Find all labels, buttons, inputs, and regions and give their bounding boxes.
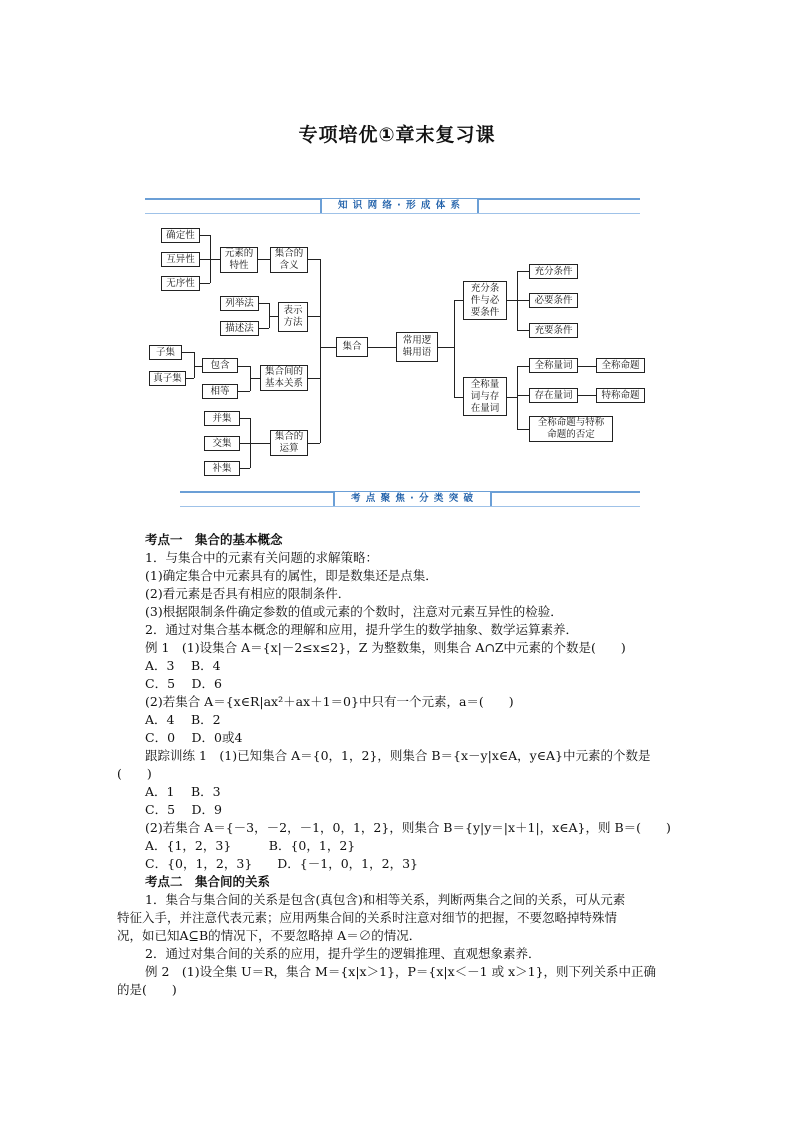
connector xyxy=(517,429,529,430)
node-wuxuxing: 无序性 xyxy=(161,276,200,291)
connector xyxy=(454,300,455,397)
text-line: 2．通过对集合间的关系的应用，提升学生的逻辑推理、直观想象素养． xyxy=(145,946,541,961)
option-line: C．{0，1，2，3} D．{－1，0，1，2，3} xyxy=(145,856,418,871)
node-chongyao: 充要条件 xyxy=(529,323,578,338)
connector xyxy=(517,271,529,272)
banner-top: 知 识 网 络 · 形 成 体 系 xyxy=(320,199,479,213)
node-quancheng-mingti: 全称命题 xyxy=(596,358,645,373)
node-cunzai-liangci: 存在量词 xyxy=(529,388,578,403)
node-chongfen: 充分条件 xyxy=(529,264,578,279)
connector xyxy=(517,366,518,429)
connector xyxy=(517,300,529,301)
option-line: A．{1，2，3} B．{0，1，2} xyxy=(145,838,356,853)
text-line: (2)若集合 A＝{－3，－2，－1，0，1，2}，则集合 B＝{y|y＝|x＋1|，x∈A}，则 B＝( ) xyxy=(145,820,671,835)
connector xyxy=(210,235,211,283)
node-quedingxing: 确定性 xyxy=(161,228,200,243)
node-jihe-yunsuan: 集合的 运算 xyxy=(270,430,308,456)
text-line: 的是( ) xyxy=(117,982,177,997)
connector xyxy=(200,235,210,236)
node-baohan: 包含 xyxy=(202,358,238,373)
option-line: A．4 B．2 xyxy=(145,712,221,727)
connector xyxy=(368,347,396,348)
connector xyxy=(454,300,463,301)
node-huyixing: 互异性 xyxy=(161,252,200,267)
node-biaoshi-fangfa: 表示 方法 xyxy=(278,302,308,332)
connector xyxy=(240,443,270,444)
exercise-1: 跟踪训练 1 (1)已知集合 A＝{0，1，2}，则集合 B＝{x－y|x∈A，y∈A}中元素的个数是 xyxy=(145,748,651,763)
connector xyxy=(308,259,320,260)
node-yuansu-texing: 元素的 特性 xyxy=(220,247,258,273)
section-heading-1: 考点一 集合的基本概念 xyxy=(145,532,283,547)
connector xyxy=(438,347,454,348)
connector xyxy=(517,330,529,331)
text-line: 2．通过对集合基本概念的理解和应用，提升学生的数学抽象、数学运算素养． xyxy=(145,622,578,637)
section-heading-2: 考点二 集合间的关系 xyxy=(145,874,271,889)
connector xyxy=(517,366,529,367)
connector xyxy=(186,378,194,379)
connector xyxy=(308,316,320,317)
text-line: (1)确定集合中元素具有的属性，即是数集还是点集． xyxy=(145,568,438,583)
text-line: 特征入手，并注意代表元素；应用两集合间的关系时注意对细节的把握，不要忽略掉特殊情 xyxy=(117,910,618,925)
text-line: 况，如已知A⊆B的情况下，不要忽略掉 A＝∅的情况． xyxy=(117,928,422,943)
connector xyxy=(238,366,250,367)
node-fouding: 全称命题与特称 命题的否定 xyxy=(529,416,613,442)
connector xyxy=(507,397,517,398)
example-1: 例 1 (1)设集合 A＝{x|－2≤x≤2}，Z 为整数集，则集合 A∩Z中元素的个数是( ) xyxy=(145,640,626,655)
node-jijian-guanxi: 集合间的 基本关系 xyxy=(260,365,308,391)
option-line: C．5 D．9 xyxy=(145,802,222,817)
node-miaoshufa: 描述法 xyxy=(220,321,259,336)
text-line: 1．集合与集合间的关系是包含(真包含)和相等关系，判断两集合之间的关系，可从元素 xyxy=(145,892,626,907)
connector xyxy=(308,443,320,444)
node-techeng-mingti: 特称命题 xyxy=(596,388,645,403)
node-quancheng-liangci: 全称量词 xyxy=(529,358,578,373)
node-zhenziji: 真子集 xyxy=(149,371,186,386)
connector xyxy=(238,391,250,392)
connector xyxy=(320,259,321,443)
node-quancheng-cunzai: 全称量 词与存 在量词 xyxy=(463,377,507,416)
text-line: ( ) xyxy=(117,766,152,781)
page-title: 专项培优①章末复习课 xyxy=(298,124,496,146)
banner-bottom-rule-thin xyxy=(180,506,640,507)
node-root: 集合 xyxy=(336,337,368,357)
connector xyxy=(200,283,210,284)
connector xyxy=(194,366,202,367)
connector xyxy=(258,259,270,260)
connector xyxy=(578,366,596,367)
connector xyxy=(259,328,269,329)
connector xyxy=(507,300,517,301)
node-jihe-hanyi: 集合的 含义 xyxy=(270,247,308,273)
connector xyxy=(308,378,320,379)
node-jiaoji: 交集 xyxy=(204,436,240,451)
connector xyxy=(259,303,269,304)
banner-bottom: 考 点 聚 焦 · 分 类 突 破 xyxy=(333,492,492,506)
connector xyxy=(320,347,336,348)
node-ziji: 子集 xyxy=(149,345,182,360)
connector xyxy=(578,395,596,396)
text-line: (3)根据限制条件确定参数的值或元素的个数时，注意对元素互异性的检验． xyxy=(145,604,563,619)
example-2: 例 2 (1)设全集 U＝R，集合 M＝{x|x＞1}，P＝{x|x＜－1 或 x＞1}，则下列关系中正确 xyxy=(145,964,657,979)
option-line: A．1 B．3 xyxy=(145,784,221,799)
option-line: C．0 D．0或4 xyxy=(145,730,243,745)
connector xyxy=(250,378,260,379)
text-line: (2)若集合 A＝{x∈R|ax²＋ax＋1＝0}中只有一个元素，a＝( ) xyxy=(145,694,514,709)
connector xyxy=(269,316,278,317)
connector xyxy=(182,352,194,353)
connector xyxy=(454,397,463,398)
node-liejufa: 列举法 xyxy=(220,296,259,311)
connector xyxy=(250,418,251,468)
node-biyao: 必要条件 xyxy=(529,293,578,308)
banner-top-rule-thin xyxy=(145,213,640,214)
node-chongfen-biyao: 充分条 件与必 要条件 xyxy=(463,281,507,320)
text-line: (2)看元素是否具有相应的限制条件． xyxy=(145,586,351,601)
connector xyxy=(194,352,195,378)
text-line: 1．与集合中的元素有关问题的求解策略： xyxy=(145,550,378,565)
node-changyong: 常用逻 辑用语 xyxy=(396,332,438,362)
option-line: C．5 D．6 xyxy=(145,676,222,691)
node-bingji: 并集 xyxy=(204,411,240,426)
node-buji: 补集 xyxy=(204,461,240,476)
connector xyxy=(517,395,529,396)
connector xyxy=(240,418,250,419)
body-text xyxy=(117,531,682,999)
connector xyxy=(240,468,250,469)
node-xiangdeng: 相等 xyxy=(202,384,238,399)
option-line: A．3 B．4 xyxy=(145,658,221,673)
